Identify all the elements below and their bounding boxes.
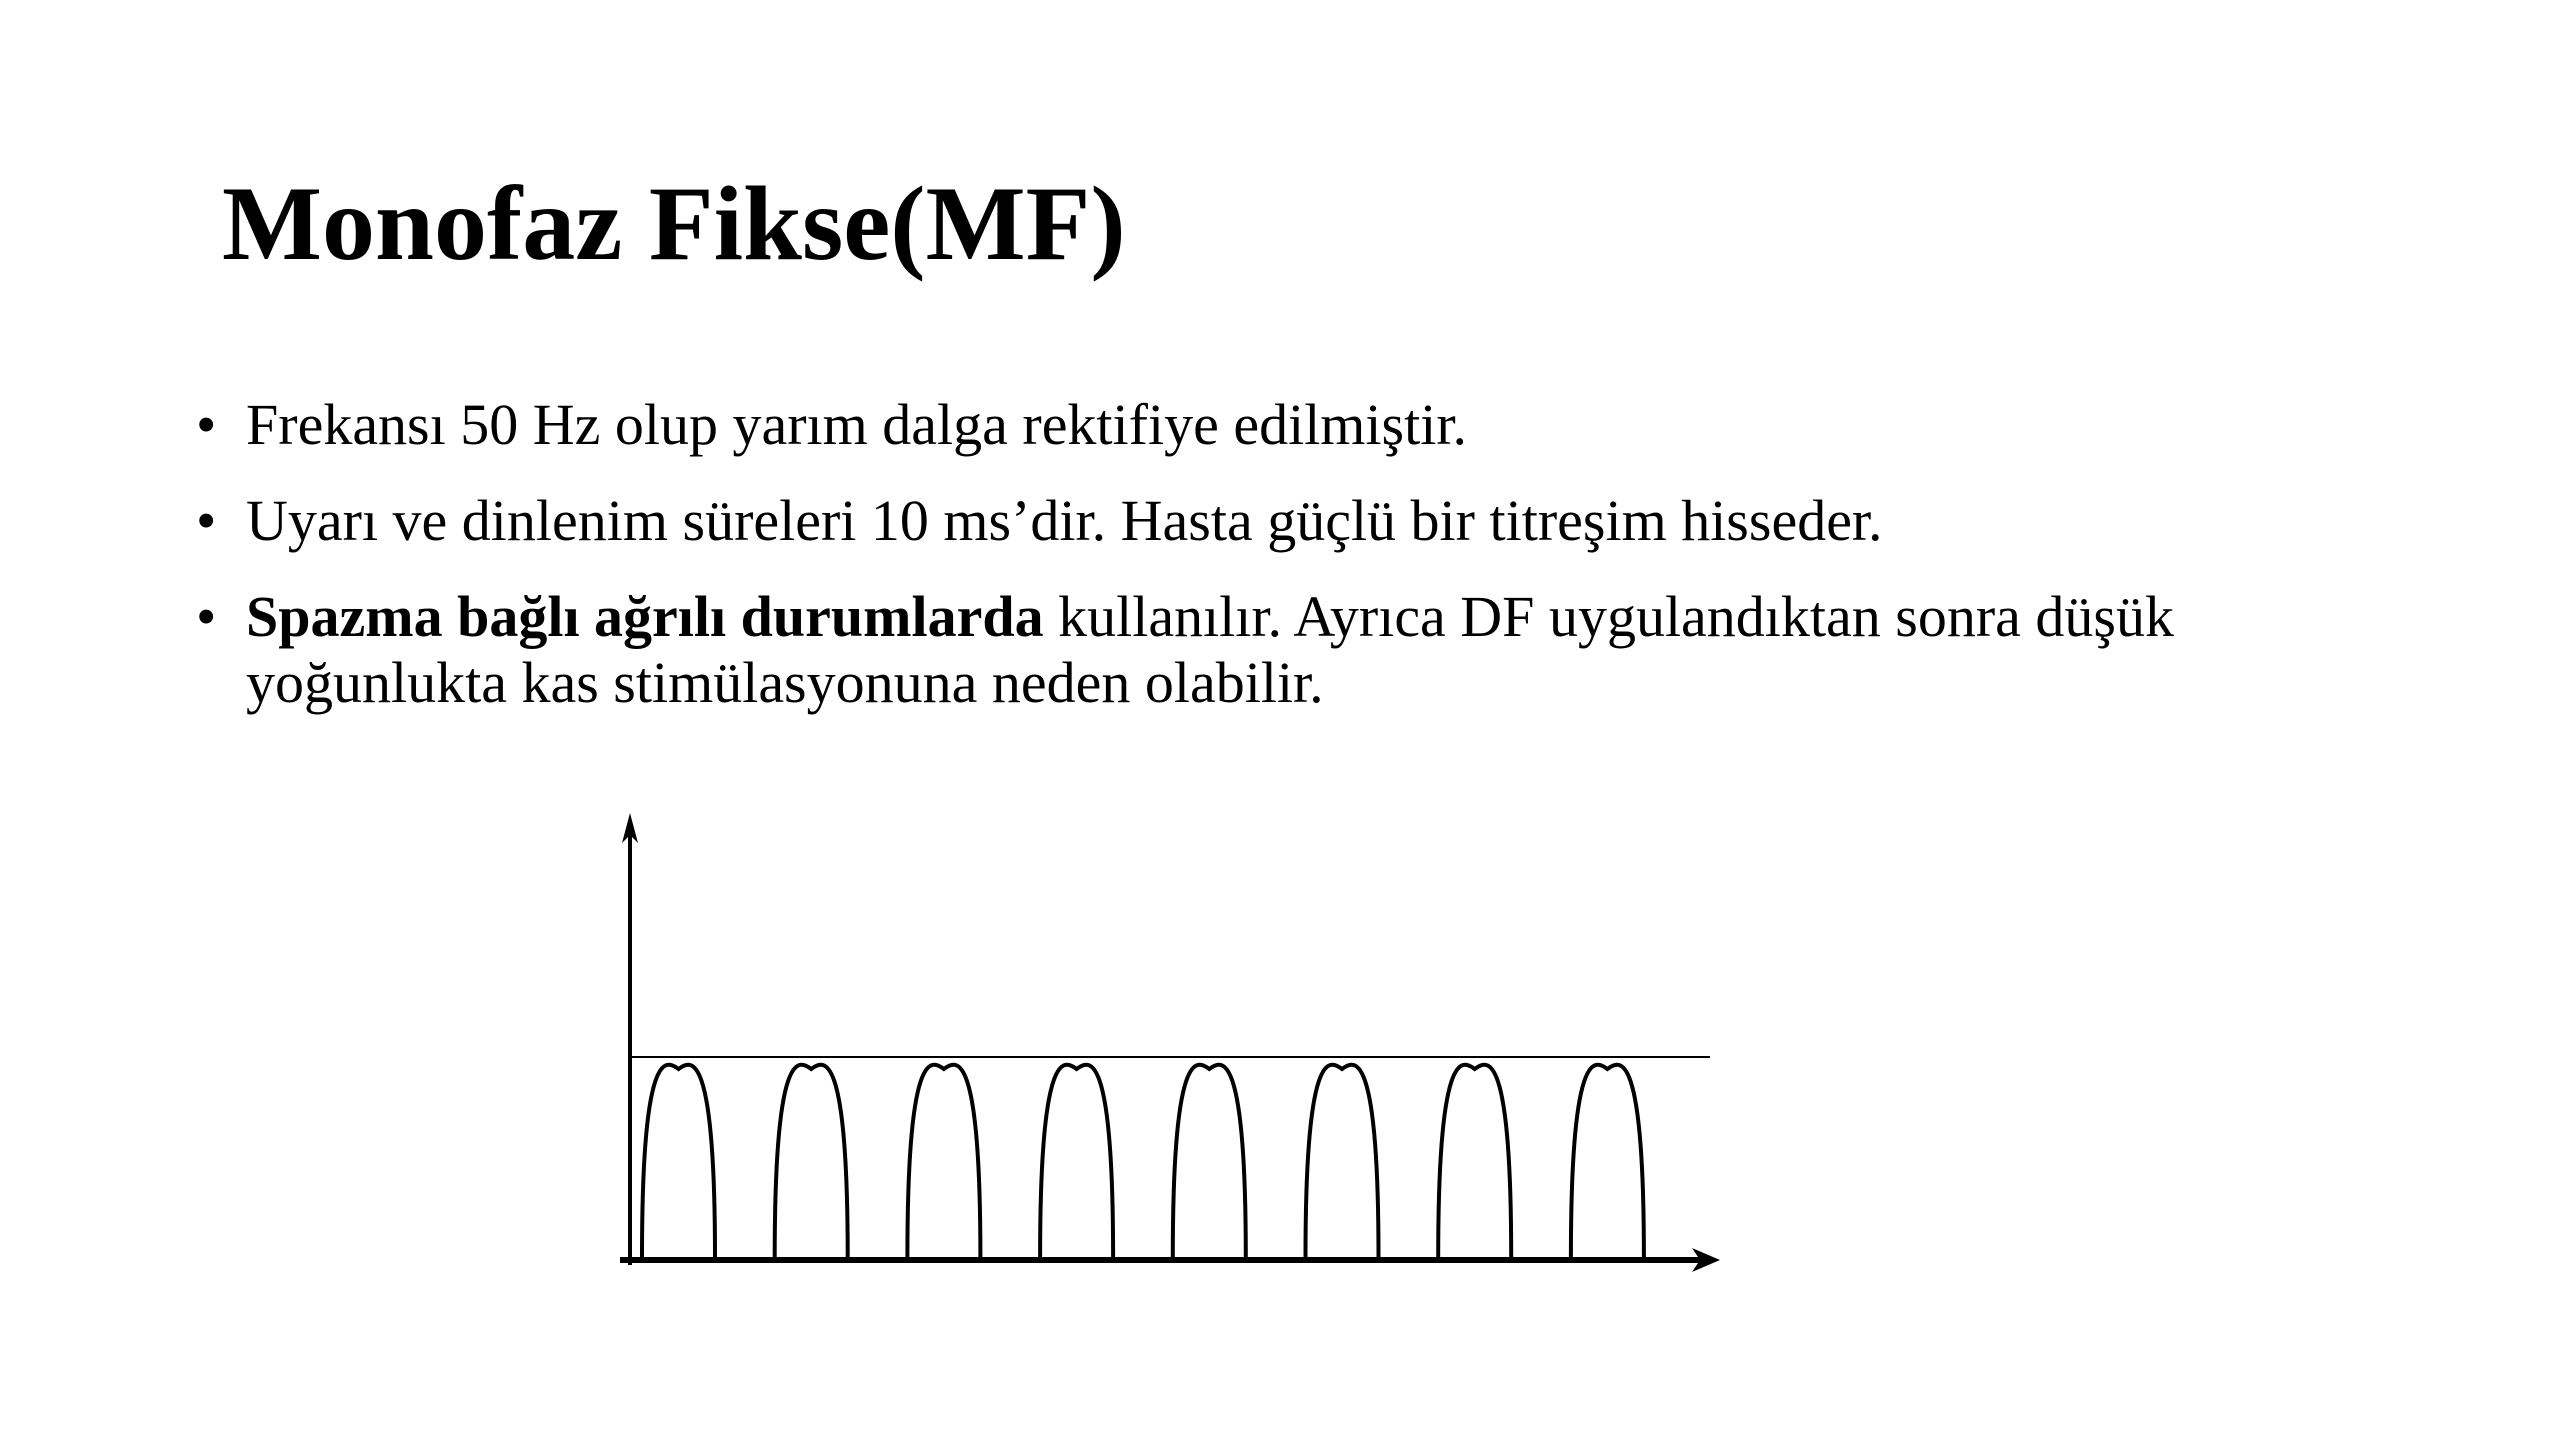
pulse xyxy=(1173,1065,1246,1257)
pulse xyxy=(642,1065,715,1257)
pulse xyxy=(1306,1065,1379,1257)
bullet-dot-icon: • xyxy=(196,392,217,457)
bullet-text: kullanılır. Ayrıca DF uygulandıktan sonra düşük yoğunlukta kas stimülasyonuna neden olabilir. xyxy=(246,584,2174,715)
bullet-text: Frekansı 50 Hz olup yarım dalga rektifiye edilmiştir. xyxy=(246,392,1467,457)
bullet-text: Uyarı ve dinlenim süreleri 10 ms’dir. Hasta güçlü bir titreşim hisseder. xyxy=(246,488,1883,553)
bullet-list xyxy=(196,392,2346,746)
bullet-item xyxy=(196,392,2346,458)
slide-title: Monofaz Fikse(MF) xyxy=(222,165,1126,282)
pulse xyxy=(1571,1065,1644,1257)
pulse xyxy=(1438,1065,1511,1257)
bullet-dot-icon: • xyxy=(196,488,217,553)
pulse xyxy=(1040,1065,1113,1257)
bullet-dot-icon: • xyxy=(196,584,217,649)
bullet-bold-text: Spazma bağlı ağrılı durumlarda xyxy=(246,584,1044,649)
bullet-item xyxy=(196,584,2346,716)
pulse xyxy=(775,1065,848,1257)
pulse-group xyxy=(642,1065,1644,1257)
pulse xyxy=(907,1065,980,1257)
bullet-item xyxy=(196,488,2346,554)
waveform-diagram xyxy=(610,805,1725,1285)
